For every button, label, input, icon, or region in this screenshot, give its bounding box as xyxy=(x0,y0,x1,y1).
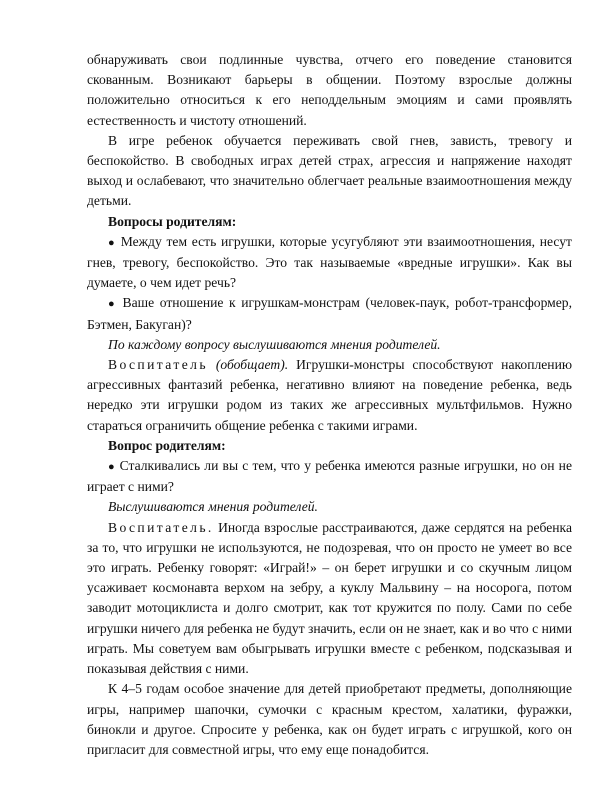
bullet-icon: ● xyxy=(108,298,117,311)
question-unused-toys xyxy=(87,456,572,497)
paragraph-age-4-5: К 4–5 годам особое значение для детей приобретают предметы, дополняющие игры, например шапочки, сумочки с красным крестом, халатики, фуражки, бинокли и другое. Спросите у ребенка, как он будет играть с игрушкой, кого он пригласит для совместной игры, что ему еще понадобится. xyxy=(87,681,572,757)
speaker-label: Воспитатель. xyxy=(108,519,214,535)
heading-questions-to-parents: Вопросы родителям: xyxy=(108,213,237,229)
note-parents-opinions-2: Выслушиваются мнения родителей. xyxy=(108,499,318,515)
bullet-icon: ● xyxy=(108,236,116,249)
paragraph-play-emotions: В игре ребенок обучается переживать свой гнев, зависть, тревогу и беспокойство. В свободных играх детей страх, агрессия и напряжение находят выход и ослабевают, что значительно облегчает реальные взаимоотношения между детьми. xyxy=(87,132,572,209)
question-text: Ваше отношение к игрушкам-монстрам (человек-паук, робот-трансформер, Бэтмен, Бакуган)? xyxy=(87,295,572,332)
bullet-icon: ● xyxy=(108,461,116,474)
paragraph-text: Иногда взрослые расстраиваются, даже сердятся на ребенка за то, что игрушки не используются, не подозревая, что он просто не умеет во все это играть. Ребенку говорят: «Играй!» – он берет игрушки и со скучным лицом усаживает космонавта верхом на зебру, а куклу Мальвину – на носорога, потом заводит мотоциклиста и долго смотрит, как тот кружится по полу. Сами по себе игрушки ничего для ребенка не будут значить, если он не знает, как и во что с ними играть. Мы советуем вам обыгрывать игрушки вместе с ребенком, подсказывая и показывая действия с ними. xyxy=(87,519,572,677)
paragraph-continued: обнаруживать свои подлинные чувства, отчего его поведение становится скованным. Возникают барьеры в общении. Поэтому взрослые должны положительно относиться к его неподдельным эмоциям и сами проявлять естественность и чистоту отношений. xyxy=(87,52,572,128)
paragraph-text: Игрушки-монстры способствуют накоплению агрессивных фантазий ребенка, негативно влияют на поведение ребенка, ведь нередко эти игрушки родом из таких же агрессивных мультфильмов. Нужно стараться ограничить общение ребенка с такими играми. xyxy=(87,357,572,433)
question-text: Между тем есть игрушки, которые усугубляют эти взаимоотношения, несут гнев, тревогу, беспокойство. Это так называемые «вредные игрушки». Как вы думаете, о чем идет речь? xyxy=(87,233,572,291)
speaker-aside: (обобщает). xyxy=(215,357,289,373)
paragraph-educator-advice xyxy=(87,518,572,680)
note-parents-opinions: По каждому вопросу выслушиваются мнения родителей. xyxy=(108,336,441,352)
paragraph-educator-summary xyxy=(87,355,572,436)
question-monster-toys xyxy=(87,293,572,334)
question-text: Сталкивались ли вы с тем, что у ребенка имеются разные игрушки, но он не играет с ними? xyxy=(87,458,572,495)
heading-question-to-parents: Вопрос родителям: xyxy=(108,437,226,453)
speaker-label: Воспитатель xyxy=(108,357,208,373)
question-harmful-toys xyxy=(87,232,572,294)
